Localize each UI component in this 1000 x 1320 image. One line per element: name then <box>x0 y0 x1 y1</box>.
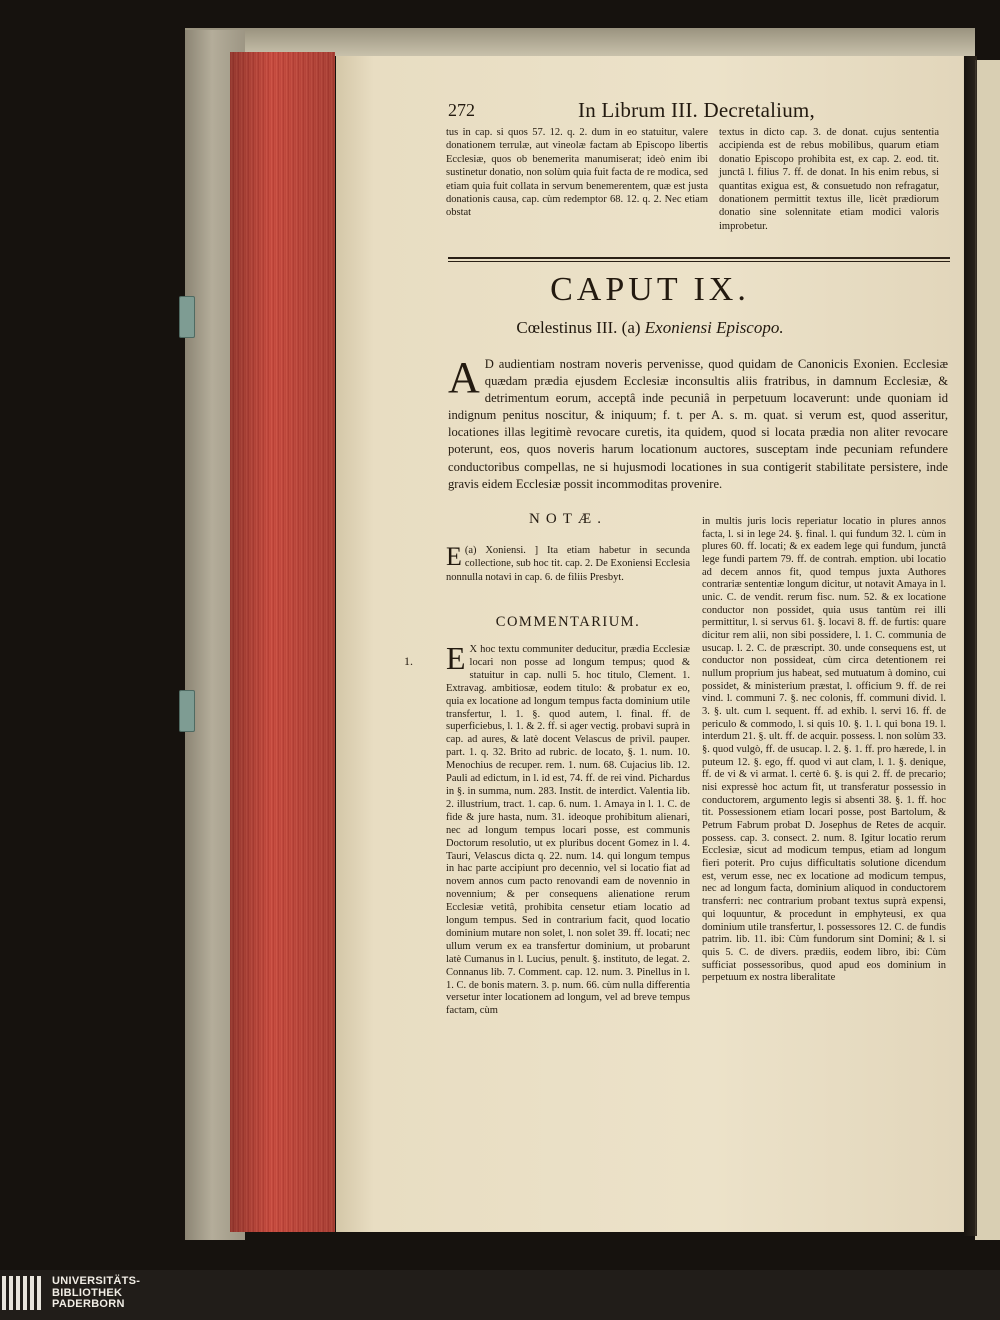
notae-heading: NOTÆ. <box>529 511 607 527</box>
library-footer <box>0 1270 1000 1320</box>
chapter-heading: CAPUT IX. <box>550 271 750 308</box>
commentary-left-column: E X hoc textu communiter deducitur, prædia Ecclesiæ locari non posse ad longum tempus; quod & statuitur in cap. nulli 5. hoc titulo, Clement. 1. Extravag. ambitiosæ, eodem titulo: & probatur ex eo, quia ex locatione ad longum tempus facta dominium utile transfertur, l. 1. §. quod autem, l. final. ff. de superficiebus, l. 1. & 2. ff. si ager vectig. probavi suprà in cap. ad aures, & latè docent Velascus de privil. pauper. part. 1. q. 32. Brito ad rubric. de locato, §. 1. num. 10. Menochius de recuper. rem. 1. num. 68. Cujacius lib. 12. Pauli ad edictum, in l. id est, 74. ff. de rei vind. Pichardus in §. in summa, num. 283. Instit. de interdict. Valentia lib. 2. illustrium, tract. 1. cap. 6. num. 1. Amaya in l. 1. C. de fide & jure hasta, num. 31. ideoque prohibitum alienari, nec ad longum tempus locari posse, est communis Doctorum resolutio, ut ex pluribus docent Gomez in l. 4. Tauri, Velascus dicta q. 22. num. 14. qui longum tempus in hac parte accipiunt pro decennio, vel si locatio fiat ad novem annos cum pacto renovandi eam de novennio in novennium; & per consequens alienatione rerum Ecclesiæ vetitâ, prohibita censetur etiam locatio ad longum tempus. Sed in contrarium facit, quod locatio dominium mutare non solet, l. non solet 39. ff. locati; nec ullum verum ex ea transfertur dominium, ut probarunt latè Cumanus in l. Lucius, penult. §. instituto, de legat. 2. Connanus lib. 7. Comment. cap. 12. num. 3. Pinellus in l. 1. C. de bonis matern. 3. p. num. 66. cùm nulla differentia versetur inter locationem ad longum, vel ad breve tempus factam, cùm <box>446 640 690 1017</box>
page-gutter <box>963 56 977 1236</box>
library-logo-icon <box>0 1276 46 1310</box>
commentarium-heading: COMMENTARIUM. <box>495 614 641 630</box>
next-page-edge <box>975 60 1000 1240</box>
decretal-text: A D audientiam nostram noveris pervenisse, quod quidam de Canonicis Exonien. Ecclesiæ quædam prædia ejusdem Ecclesiæ inconsultis aliis fratribus, in damnum Ecclesiæ, & detrimentum eorum, acceptâ inde pecuniâ in perpetuum locaverunt: unde quoniam id indignum penitus noscitur, & iniquum; f. t. per A. s. m. quat. si verum est, quod asseritur, locationes illas legitimè revocare curetis, ita quidem, quod si locata prædia non aliter revocare poterunt, eos, quos noveris harum locationum auctores, susceptam inde pecuniam refundere conductoribus compellas, ne si hujusmodi locationes in sua contigerit stabilitate persistere, inde gravis eidem Ecclesiæ possit incommoditas provenire. <box>448 353 948 491</box>
red-page-edges <box>230 52 335 1232</box>
book-page <box>336 56 964 1232</box>
notae-text: (a) E Xoniensi. ] Ita etiam habetur in secunda collectione, sub hoc tit. cap. 2. De Exoniensi Ecclesia nonnulla notavi in cap. 6. de filiis Presbyt. <box>446 542 690 583</box>
chapter-subtitle <box>336 318 964 338</box>
running-title: In Librum III. Decretalium, <box>578 98 815 122</box>
drop-cap: E <box>446 640 466 676</box>
page-number: 272 <box>448 100 475 120</box>
note-marker: (a) <box>464 545 477 556</box>
drop-cap: E <box>446 542 462 571</box>
commentary-right-column: in multis juris locis reperiatur locatio in plures annos facta, l. si in lege 24. §. final. l. qui fundum 32. l. cùm in plures 60. ff. locati; & ex eadem lege qui fundum, junctâ lege fundi partem 79. ff. de contrah. emption. ubi locatio ad decem annos fit, quod tempus juxta Authores contrariæ sententiæ longum dicitur, ut notavit Amaya in l. unic. C. de vendit. rerum fisc. num. 52. & ex locatione conductor non possidet, quia usus tantùm rei illi permittitur, l. si servus 61. §. locavi 8. ff. de furtis: quare dicitur rem alii, non sibi possidere, l. 1. C. communia de usucap. l. 2. C. de præscript. 30. unde consequens est, ut conductor non possideat, cùm circa detentionem rei nullum proprium jus habeat, sed mutuatum à domino, cui possidet, & ministerium præstat, l. officium 9. ff. de rei vind. l. communi 7. §. nec colonis, ff. communi divid. l. 3. §. ult. cum l. sequent. ff. ad exhib. l. servi 16. ff. de periculo & commodo, l. si quis 10. §. 1. l. qui bona 19. l. interdum 21. §. ult. ff. de acquir. possess. l. non solùm 33. §. quod vulgò, ff. de usucap. l. 2. §. 1. ff. pro hærede, l. in puteum 12. §. ego, ff. quod vi aut clam, l. 1. §. denique, ff. de vi & vi armat. l. certè 6. §. is qui 2. ff. de precario; nisi expressè hoc actum fit, ut transferatur possessio in conductorem, argumento legis si absenti 38. §. 1. ff. hoc tit. Possessionem etiam locari posse, post Bartolum, & Petrum Fabrum probat D. Josephus de Retes de acquir. possess. cap. 3. consect. 2. num. 8. Igitur locatio rerum Ecclesiæ, sicut ad modicum tempus, etiam ad longum fieri poterit. Pro cujus difficultatis solutione dicendum est, verum esse, nec ex locatione ad modicum tempus, nec ad longum facta, dominium aliquod in conductorem transferri: nec contrarium probant textus suprà expensi, qui loquuntur, & procedunt in emphyteusi, ex qua dominium utile transfertur, l. possessores 12. C. de fundis patrim. lib. 11. ibi: Cùm fundorum sint Domini; & l. si quis 5. C. de divers. prædiis, eodem libro, ibi: Cùm sufficiat possessoribus, quod apud eos dominium in perpetuum ex nostra liberalitate <box>702 516 946 984</box>
pope-name: Cœlestinus III. (a) <box>516 318 641 337</box>
section-divider <box>448 257 950 259</box>
marginal-number: 1. <box>404 654 413 668</box>
top-left-column: tus in cap. si quos 57. 12. q. 2. dum in eo statuitur, valere donationem terrulæ, aut vineolæ factam ab Episcopo libertis Ecclesiæ, quos ob benemerita manumiserat; ideò enim ibi sustinetur donatio, non solùm quia fuit facta de re modica, sed etiam quia fuit collata in servum benemerentem, quæ est justa donationis causa, cap. cùm redemptor 68. 12. q. 2. Nec etiam obstat <box>446 127 708 219</box>
drop-cap: A <box>448 353 480 402</box>
library-name: UNIVERSITÄTS- BIBLIOTHEK PADERBORN <box>52 1275 141 1310</box>
clasp-icon <box>179 690 195 732</box>
section-divider-thin <box>448 261 950 262</box>
top-right-column: textus in dicto cap. 3. de donat. cujus sententia accipienda est de rebus mobilibus, quarum etiam donatio Episcopo prohibita est, ex cap. 2. eod. tit. junctâ l. filius 7. ff. de donat. In his enim rebus, si quantitas exigua est, & consuetudo non refragatur, donationem permittit textus ille, licèt prædiorum donatio sine solennitate etiam modici valoris improbetur. <box>719 127 939 232</box>
clasp-icon <box>179 296 195 338</box>
addressee: Exoniensi Episcopo. <box>644 318 784 337</box>
